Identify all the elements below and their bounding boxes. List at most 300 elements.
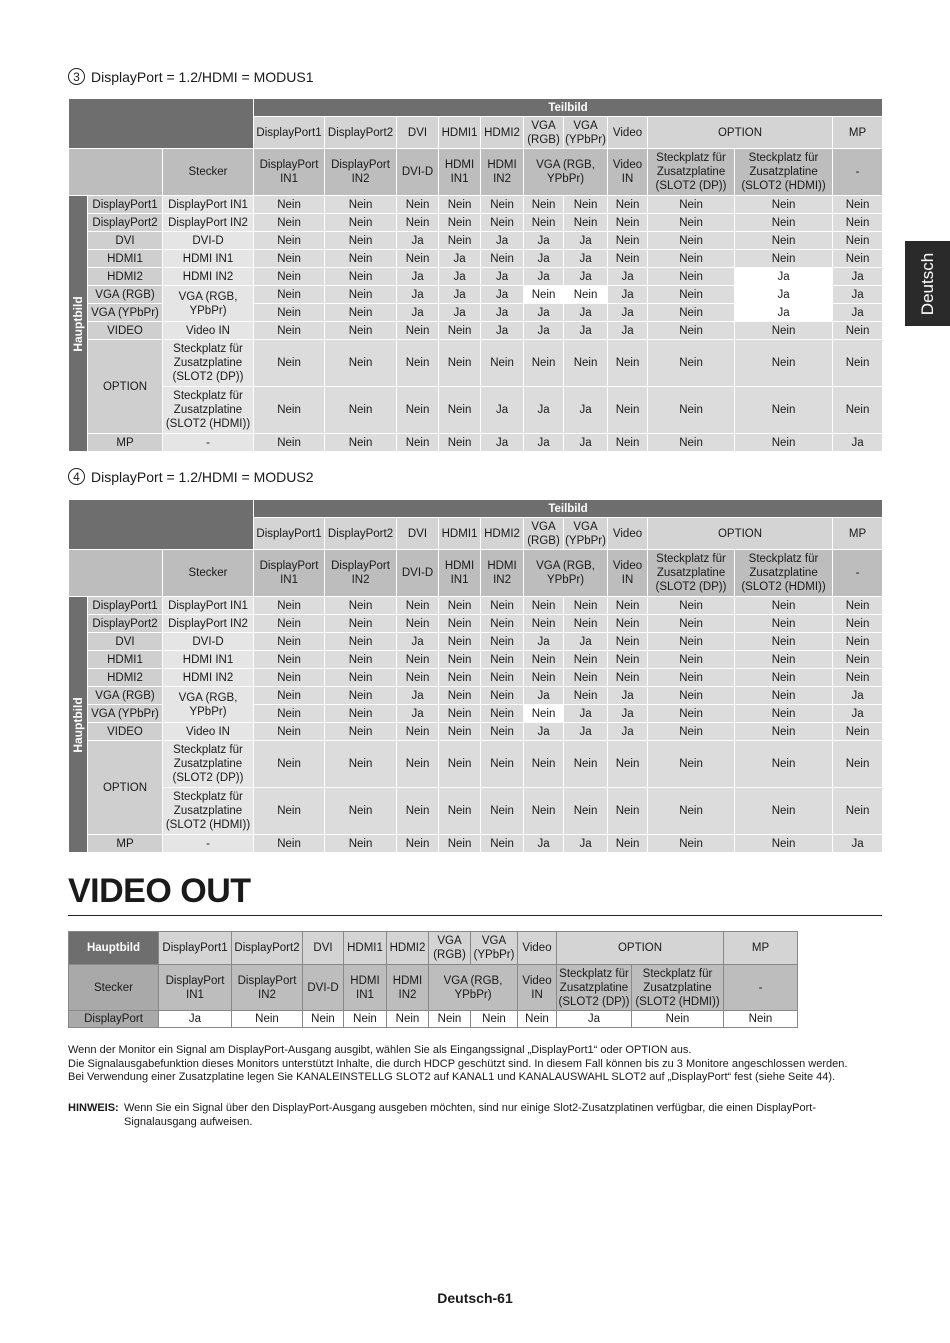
row-connector: DVI-D xyxy=(163,633,254,651)
matrix-cell: Nein xyxy=(325,340,397,387)
matrix-cell: Ja xyxy=(735,268,833,286)
matrix-cell: Nein xyxy=(303,1011,344,1028)
matrix-cell: Nein xyxy=(254,651,325,669)
row-label: DVI xyxy=(88,633,163,651)
row-connector: Steckplatz für Zusatzplatine (SLOT2 (DP)) xyxy=(163,340,254,387)
matrix-cell: Nein xyxy=(254,322,325,340)
column-header: OPTION xyxy=(648,518,833,550)
matrix-cell: Nein xyxy=(648,196,735,214)
row-connector: Steckplatz für Zusatzplatine (SLOT2 (HDMI)) xyxy=(163,387,254,434)
matrix-cell: Nein xyxy=(439,387,481,434)
connector-header: HDMI IN1 xyxy=(439,149,481,196)
column-header: DisplayPort1 xyxy=(159,932,232,965)
matrix-cell: Nein xyxy=(608,387,648,434)
matrix-cell: Nein xyxy=(608,214,648,232)
matrix-cell: Ja xyxy=(833,705,883,723)
matrix-cell: Nein xyxy=(833,340,883,387)
column-header: VGA (RGB) xyxy=(524,117,564,149)
row-connector: - xyxy=(163,835,254,853)
matrix-cell: Nein xyxy=(254,835,325,853)
matrix-cell: Nein xyxy=(735,723,833,741)
matrix-cell: Ja xyxy=(608,687,648,705)
matrix-cell: Nein xyxy=(481,250,524,268)
matrix-cell: Nein xyxy=(735,340,833,387)
corner-cell xyxy=(69,500,254,550)
connector-header: DisplayPort IN2 xyxy=(325,550,397,597)
row-connector: Video IN xyxy=(163,723,254,741)
video-out-table xyxy=(68,931,798,1028)
section-heading-modus2 xyxy=(68,468,314,485)
matrix-cell: Nein xyxy=(833,651,883,669)
matrix-cell: Nein xyxy=(254,434,325,452)
column-header: DisplayPort2 xyxy=(325,518,397,550)
connector-header: DVI-D xyxy=(397,550,439,597)
column-header: HDMI1 xyxy=(439,518,481,550)
matrix-cell: Ja xyxy=(833,286,883,304)
hauptbild-header: Hauptbild xyxy=(69,932,159,965)
column-header: HDMI2 xyxy=(387,932,429,965)
matrix-cell: Nein xyxy=(325,741,397,788)
stecker-header: Stecker xyxy=(69,965,159,1011)
paragraph-line: Die Signalausgabefunktion dieses Monitors unterstützt Inhalte, die durch HDCP geschützt sind. In diesem Fall können bis zu 3 Monitore angeschlossen werden. xyxy=(68,1057,848,1070)
row-label: DisplayPort2 xyxy=(88,214,163,232)
matrix-cell: Nein xyxy=(429,1011,471,1028)
matrix-cell: Ja xyxy=(481,322,524,340)
matrix-cell: Nein xyxy=(397,788,439,835)
column-header: MP xyxy=(724,932,798,965)
matrix-cell: Nein xyxy=(325,669,397,687)
matrix-cell: Nein xyxy=(735,250,833,268)
matrix-cell: Nein xyxy=(254,268,325,286)
section-number: 4 xyxy=(68,468,85,485)
matrix-cell: Ja xyxy=(833,835,883,853)
section-title: DisplayPort = 1.2/HDMI = MODUS2 xyxy=(91,468,314,485)
matrix-cell: Nein xyxy=(254,250,325,268)
row-connector: DisplayPort IN2 xyxy=(163,615,254,633)
matrix-cell: Ja xyxy=(524,304,564,322)
connector-header: VGA (RGB, YPbPr) xyxy=(429,965,518,1011)
matrix-cell: Nein xyxy=(648,835,735,853)
matrix-cell: Nein xyxy=(564,196,608,214)
matrix-cell: Ja xyxy=(564,705,608,723)
matrix-cell: Nein xyxy=(481,835,524,853)
matrix-cell: Nein xyxy=(608,597,648,615)
matrix-cell: Ja xyxy=(481,286,524,304)
matrix-cell: Ja xyxy=(397,304,439,322)
matrix-cell: Nein xyxy=(648,340,735,387)
matrix-cell: Ja xyxy=(524,434,564,452)
matrix-cell: Nein xyxy=(833,250,883,268)
matrix-cell: Nein xyxy=(833,597,883,615)
matrix-cell: Ja xyxy=(564,434,608,452)
matrix-cell: Nein xyxy=(325,651,397,669)
matrix-cell: Nein xyxy=(397,741,439,788)
matrix-cell: Ja xyxy=(608,723,648,741)
matrix-cell: Nein xyxy=(608,196,648,214)
matrix-cell: Nein xyxy=(397,615,439,633)
matrix-cell: Nein xyxy=(439,835,481,853)
matrix-cell: Nein xyxy=(833,387,883,434)
matrix-cell: Nein xyxy=(397,250,439,268)
matrix-cell: Ja xyxy=(564,268,608,286)
matrix-cell: Nein xyxy=(325,687,397,705)
row-connector: DVI-D xyxy=(163,232,254,250)
description-paragraph xyxy=(68,1044,888,1085)
row-connector: Steckplatz für Zusatzplatine (SLOT2 (DP)) xyxy=(163,741,254,788)
matrix-cell: Ja xyxy=(564,232,608,250)
row-connector: HDMI IN2 xyxy=(163,268,254,286)
matrix-cell: Ja xyxy=(397,705,439,723)
corner-cell xyxy=(69,149,163,196)
row-label: DisplayPort1 xyxy=(88,597,163,615)
matrix-cell: Ja xyxy=(524,633,564,651)
matrix-cell: Nein xyxy=(833,633,883,651)
connector-header: HDMI IN2 xyxy=(481,550,524,597)
matrix-cell: Nein xyxy=(564,286,608,304)
matrix-cell: Nein xyxy=(397,196,439,214)
matrix-cell: Nein xyxy=(518,1011,557,1028)
matrix-cell: Ja xyxy=(439,286,481,304)
matrix-cell: Nein xyxy=(564,788,608,835)
matrix-cell: Ja xyxy=(735,286,833,304)
row-label: DisplayPort2 xyxy=(88,615,163,633)
connector-header: - xyxy=(833,550,883,597)
column-header: DVI xyxy=(397,518,439,550)
connector-header: VGA (RGB, YPbPr) xyxy=(524,550,608,597)
matrix-cell: Nein xyxy=(735,434,833,452)
matrix-cell: Nein xyxy=(648,687,735,705)
matrix-cell: Nein xyxy=(524,597,564,615)
matrix-cell: Nein xyxy=(481,615,524,633)
matrix-cell: Nein xyxy=(439,597,481,615)
matrix-cell: Nein xyxy=(325,835,397,853)
matrix-cell: Nein xyxy=(439,723,481,741)
language-tab-label: Deutsch xyxy=(917,252,937,315)
connector-header: DisplayPort IN1 xyxy=(159,965,232,1011)
matrix-cell: Nein xyxy=(439,651,481,669)
matrix-cell: Nein xyxy=(648,615,735,633)
matrix-cell: Nein xyxy=(608,788,648,835)
matrix-cell: Nein xyxy=(608,669,648,687)
column-header: OPTION xyxy=(557,932,724,965)
matrix-cell: Nein xyxy=(833,669,883,687)
connector-header: Video IN xyxy=(518,965,557,1011)
column-header: HDMI1 xyxy=(344,932,387,965)
matrix-cell: Nein xyxy=(724,1011,798,1028)
matrix-cell: Ja xyxy=(557,1011,632,1028)
matrix-cell: Nein xyxy=(648,597,735,615)
column-header: DisplayPort1 xyxy=(254,117,325,149)
connector-header: DVI-D xyxy=(303,965,344,1011)
row-label: HDMI1 xyxy=(88,651,163,669)
matrix-cell: Ja xyxy=(833,687,883,705)
row-label: MP xyxy=(88,434,163,452)
matrix-cell: Nein xyxy=(524,669,564,687)
matrix-cell: Nein xyxy=(735,597,833,615)
row-label: DisplayPort1 xyxy=(88,196,163,214)
page-footer: Deutsch-61 xyxy=(437,1290,513,1306)
matrix-cell: Nein xyxy=(254,615,325,633)
matrix-cell: Nein xyxy=(735,615,833,633)
matrix-cell: Nein xyxy=(833,232,883,250)
matrix-cell: Nein xyxy=(325,196,397,214)
connector-header: HDMI IN1 xyxy=(439,550,481,597)
matrix-cell: Nein xyxy=(564,340,608,387)
connector-header: VGA (RGB, YPbPr) xyxy=(524,149,608,196)
matrix-cell: Ja xyxy=(439,304,481,322)
matrix-cell: Ja xyxy=(439,268,481,286)
matrix-cell: Ja xyxy=(481,232,524,250)
matrix-cell: Nein xyxy=(325,214,397,232)
row-label: DVI xyxy=(88,232,163,250)
row-connector: VGA (RGB, YPbPr) xyxy=(163,286,254,322)
column-header: VGA (YPbPr) xyxy=(564,117,608,149)
matrix-cell: Nein xyxy=(648,651,735,669)
matrix-cell: Nein xyxy=(254,304,325,322)
matrix-cell: Nein xyxy=(524,214,564,232)
matrix-cell: Ja xyxy=(481,434,524,452)
matrix-cell: Nein xyxy=(648,268,735,286)
matrix-cell: Ja xyxy=(833,434,883,452)
matrix-cell: Nein xyxy=(481,651,524,669)
matrix-cell: Nein xyxy=(254,286,325,304)
matrix-cell: Nein xyxy=(397,723,439,741)
matrix-cell: Nein xyxy=(648,434,735,452)
row-label: VIDEO xyxy=(88,723,163,741)
hauptbild-side-label xyxy=(69,196,88,452)
matrix-cell: Ja xyxy=(524,322,564,340)
matrix-cell: Nein xyxy=(397,214,439,232)
matrix-cell: Nein xyxy=(735,322,833,340)
matrix-cell: Nein xyxy=(833,615,883,633)
row-connector: HDMI IN1 xyxy=(163,250,254,268)
matrix-cell: Nein xyxy=(254,705,325,723)
matrix-cell: Nein xyxy=(481,741,524,788)
matrix-cell: Nein xyxy=(439,788,481,835)
row-connector: DisplayPort IN1 xyxy=(163,597,254,615)
matrix-cell: Nein xyxy=(648,214,735,232)
matrix-cell: Nein xyxy=(481,214,524,232)
matrix-cell: Nein xyxy=(325,286,397,304)
row-label: VIDEO xyxy=(88,322,163,340)
matrix-cell: Nein xyxy=(735,835,833,853)
row-label: HDMI2 xyxy=(88,268,163,286)
row-connector: Steckplatz für Zusatzplatine (SLOT2 (HDMI)) xyxy=(163,788,254,835)
row-label: VGA (YPbPr) xyxy=(88,705,163,723)
matrix-cell: Nein xyxy=(564,214,608,232)
corner-cell xyxy=(69,99,254,149)
matrix-cell: Nein xyxy=(397,651,439,669)
matrix-cell: Ja xyxy=(608,268,648,286)
matrix-cell: Nein xyxy=(524,788,564,835)
matrix-cell: Nein xyxy=(564,597,608,615)
title-divider xyxy=(68,915,882,916)
matrix-cell: Nein xyxy=(524,340,564,387)
matrix-cell: Nein xyxy=(833,788,883,835)
matrix-cell: Nein xyxy=(524,196,564,214)
section-heading-modus1 xyxy=(68,68,314,85)
connector-header: - xyxy=(833,149,883,196)
matrix-cell: Nein xyxy=(397,340,439,387)
matrix-cell: Nein xyxy=(325,250,397,268)
matrix-cell: Ja xyxy=(735,304,833,322)
matrix-cell: Ja xyxy=(608,286,648,304)
matrix-cell: Ja xyxy=(481,304,524,322)
matrix-cell: Nein xyxy=(481,788,524,835)
connector-header: HDMI IN2 xyxy=(387,965,429,1011)
matrix-cell: Nein xyxy=(254,723,325,741)
matrix-cell: Nein xyxy=(735,669,833,687)
teilbild-header: Teilbild xyxy=(254,99,883,117)
matrix-cell: Nein xyxy=(325,387,397,434)
matrix-cell: Nein xyxy=(735,651,833,669)
matrix-cell: Nein xyxy=(735,705,833,723)
matrix-cell: Nein xyxy=(439,669,481,687)
connector-header: Video IN xyxy=(608,550,648,597)
matrix-cell: Nein xyxy=(254,232,325,250)
corner-cell xyxy=(69,550,163,597)
matrix-cell: Nein xyxy=(439,196,481,214)
matrix-cell: Nein xyxy=(648,788,735,835)
column-header: HDMI2 xyxy=(481,117,524,149)
matrix-cell: Nein xyxy=(735,741,833,788)
row-connector: Video IN xyxy=(163,322,254,340)
matrix-cell: Nein xyxy=(564,741,608,788)
matrix-cell: Nein xyxy=(833,723,883,741)
matrix-cell: Nein xyxy=(735,196,833,214)
teilbild-header: Teilbild xyxy=(254,500,883,518)
connector-header: DisplayPort IN1 xyxy=(254,550,325,597)
matrix-cell: Nein xyxy=(254,214,325,232)
hauptbild-label: Hauptbild xyxy=(71,696,85,753)
column-header: Video xyxy=(608,117,648,149)
matrix-cell: Ja xyxy=(833,268,883,286)
matrix-cell: Ja xyxy=(524,268,564,286)
row-label: HDMI1 xyxy=(88,250,163,268)
column-header: VGA (RGB) xyxy=(429,932,471,965)
matrix-cell: Ja xyxy=(524,723,564,741)
matrix-cell: Nein xyxy=(608,651,648,669)
row-connector: DisplayPort IN1 xyxy=(163,196,254,214)
matrix-cell: Nein xyxy=(608,835,648,853)
matrix-cell: Nein xyxy=(254,687,325,705)
column-header: DVI xyxy=(303,932,344,965)
matrix-cell: Nein xyxy=(648,322,735,340)
matrix-cell: Nein xyxy=(325,232,397,250)
matrix-cell: Ja xyxy=(524,687,564,705)
connector-header: Video IN xyxy=(608,149,648,196)
matrix-cell: Ja xyxy=(833,304,883,322)
stecker-header: Stecker xyxy=(163,550,254,597)
matrix-cell: Nein xyxy=(648,232,735,250)
matrix-cell: Nein xyxy=(439,340,481,387)
connector-header: Steckplatz für Zusatzplatine (SLOT2 (HDMI)) xyxy=(735,149,833,196)
matrix-cell: Nein xyxy=(481,633,524,651)
matrix-cell: Nein xyxy=(608,434,648,452)
matrix-cell: Nein xyxy=(648,387,735,434)
matrix-cell: Nein xyxy=(481,597,524,615)
matrix-cell: Nein xyxy=(397,669,439,687)
row-connector: VGA (RGB, YPbPr) xyxy=(163,687,254,723)
matrix-cell: Nein xyxy=(254,196,325,214)
matrix-cell: Nein xyxy=(564,669,608,687)
matrix-cell: Ja xyxy=(397,268,439,286)
paragraph-line: Bei Verwendung einer Zusatzplatine legen Sie KANALEINSTELLG SLOT2 auf KANAL1 und KANALAUSWAHL SLOT2 auf „DisplayPort“ fest (siehe Seite 44). xyxy=(68,1071,836,1083)
matrix-cell: Nein xyxy=(735,387,833,434)
matrix-cell: Ja xyxy=(481,387,524,434)
matrix-cell: Nein xyxy=(608,633,648,651)
matrix-cell: Nein xyxy=(648,304,735,322)
matrix-cell: Nein xyxy=(439,322,481,340)
matrix-cell: Nein xyxy=(648,286,735,304)
column-header: HDMI2 xyxy=(481,518,524,550)
matrix-cell: Ja xyxy=(564,835,608,853)
matrix-cell: Ja xyxy=(524,232,564,250)
matrix-cell: Ja xyxy=(397,286,439,304)
column-header: DisplayPort2 xyxy=(325,117,397,149)
column-header: OPTION xyxy=(648,117,833,149)
matrix-cell: Nein xyxy=(564,687,608,705)
connector-header: HDMI IN1 xyxy=(344,965,387,1011)
matrix-table-modus2 xyxy=(68,499,883,853)
matrix-cell: Nein xyxy=(608,250,648,268)
matrix-cell: Nein xyxy=(439,741,481,788)
matrix-cell: Nein xyxy=(524,286,564,304)
stecker-header: Stecker xyxy=(163,149,254,196)
matrix-cell: Nein xyxy=(325,268,397,286)
matrix-cell: Nein xyxy=(397,835,439,853)
section-number: 3 xyxy=(68,68,85,85)
row-label: VGA (RGB) xyxy=(88,687,163,705)
row-label: VGA (RGB) xyxy=(88,286,163,304)
matrix-cell: Nein xyxy=(439,615,481,633)
column-header: Video xyxy=(608,518,648,550)
matrix-cell: Nein xyxy=(254,340,325,387)
matrix-cell: Nein xyxy=(524,651,564,669)
matrix-cell: Ja xyxy=(564,723,608,741)
matrix-cell: Nein xyxy=(735,232,833,250)
connector-header: Steckplatz für Zusatzplatine (SLOT2 (DP)) xyxy=(648,149,735,196)
hauptbild-label: Hauptbild xyxy=(71,295,85,352)
matrix-cell: Ja xyxy=(524,250,564,268)
matrix-cell: Nein xyxy=(481,687,524,705)
matrix-cell: Ja xyxy=(564,304,608,322)
connector-header: - xyxy=(724,965,798,1011)
matrix-table-modus1 xyxy=(68,98,883,452)
matrix-cell: Nein xyxy=(648,669,735,687)
matrix-cell: Ja xyxy=(397,633,439,651)
column-header: VGA (YPbPr) xyxy=(471,932,518,965)
matrix-cell: Nein xyxy=(735,687,833,705)
matrix-cell: Nein xyxy=(481,705,524,723)
matrix-cell: Nein xyxy=(608,615,648,633)
matrix-cell: Ja xyxy=(608,705,648,723)
matrix-cell: Nein xyxy=(325,705,397,723)
matrix-cell: Ja xyxy=(481,268,524,286)
matrix-cell: Ja xyxy=(397,687,439,705)
matrix-cell: Nein xyxy=(254,597,325,615)
language-tab xyxy=(905,241,950,326)
matrix-cell: Nein xyxy=(833,322,883,340)
connector-header: Steckplatz für Zusatzplatine (SLOT2 (HDMI)) xyxy=(735,550,833,597)
matrix-cell: Nein xyxy=(439,232,481,250)
matrix-cell: Ja xyxy=(564,633,608,651)
matrix-cell: Nein xyxy=(254,741,325,788)
matrix-cell: Ja xyxy=(608,322,648,340)
matrix-cell: Ja xyxy=(524,387,564,434)
connector-header: Steckplatz für Zusatzplatine (SLOT2 (DP)) xyxy=(648,550,735,597)
row-connector: HDMI IN1 xyxy=(163,651,254,669)
